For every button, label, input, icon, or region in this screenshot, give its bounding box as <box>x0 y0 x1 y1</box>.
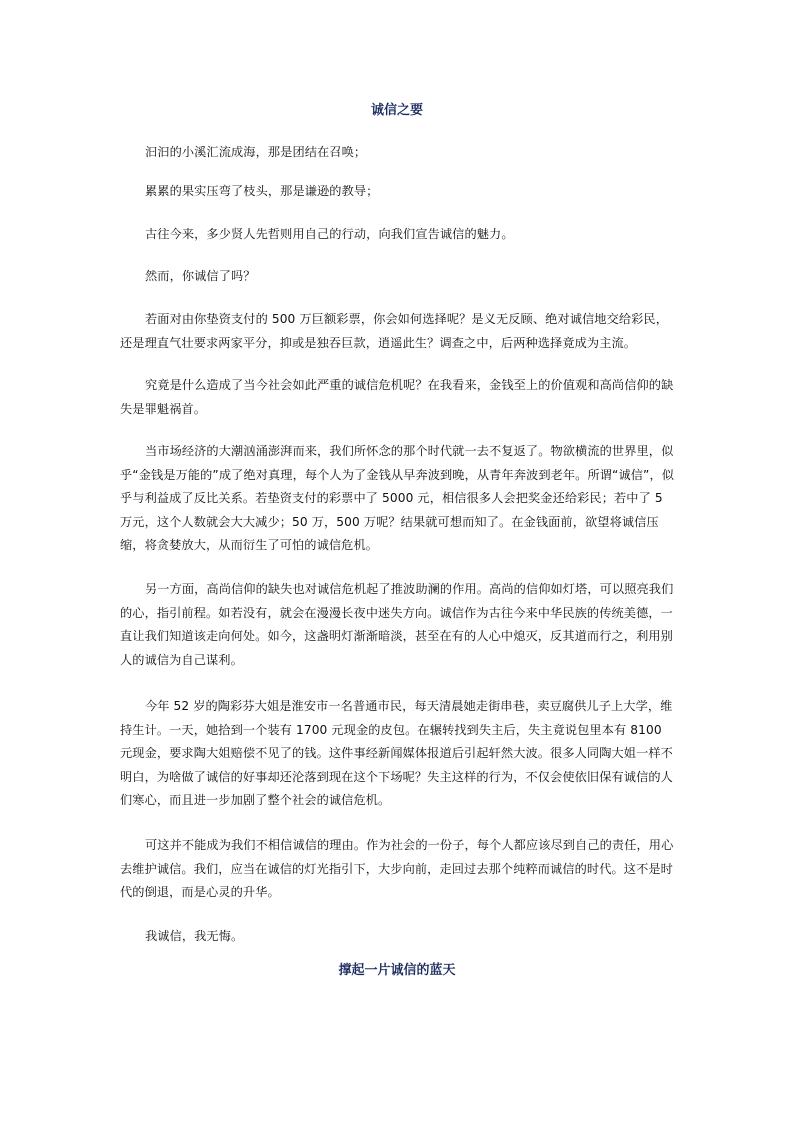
essay-title: 诚信之要 <box>370 103 423 118</box>
paragraph-8: 另一方面，高尚信仰的缺失也对诚信危机起了推波助澜的作用。高尚的信仰如灯塔，可以照亮我们的心，指引前程。如若没有，就会在漫漫长夜中迷失方向。诚信作为古往今来中华民族的传统美德，一直让我们知道该走向何处。如今，这盏明灯渐渐暗淡，甚至在有的人心中熄灭，反其道而行之，利用别人的诚信为自己谋利。 <box>120 582 674 667</box>
paragraph-5: 若面对由你垫资支付的 500 万巨额彩票，你会如何选择呢？是义无反顾、绝对诚信地交给彩民，还是理直气壮要求两家平分，抑或是独吞巨款，逍遥此生？调查之中，后两种选择竟成为主流。 <box>120 312 669 350</box>
paragraph-6: 究竟是什么造成了当今社会如此严重的诚信危机呢？在我看来，金钱至上的价值观和高尚信仰的缺失是罪魁祸首。 <box>120 378 674 416</box>
paragraph-7: 当市场经济的大潮汹涌澎湃而来，我们所怀念的那个时代就一去不复返了。物欲横流的世界里，似乎“金钱是万能的”成了绝对真理，每个人为了金钱从早奔波到晚，从青年奔波到老年。所谓“诚信”，似乎与利益成了反比关系。若垫资支付的彩票中了 5000 元，相信很多人会把奖金还给彩民；若中了 5 万元，这个人数就会大大减少；50 万，500 万呢？结果就可想而知了。在金钱面前，欲望将诚信压缩，将贪婪放大，从而衍生了可怕的诚信危机。 <box>120 444 675 552</box>
paragraph-10: 可这并不能成为我们不相信诚信的理由。作为社会的一份子，每个人都应该尽到自己的责任，用心去维护诚信。我们，应当在诚信的灯光指引下，大步向前，走回过去那个纯粹而诚信的时代。这不是时代的倒退，而是心灵的升华。 <box>120 838 674 899</box>
paragraph-3: 古往今来，多少贤人先哲则用自己的行动，向我们宣告诚信的魅力。 <box>145 227 514 241</box>
paragraph-2: 累累的果实压弯了枝头，那是谦逊的教导； <box>145 184 379 198</box>
paragraph-4: 然而，你诚信了吗？ <box>145 269 256 283</box>
next-essay-title: 撑起一片诚信的蓝天 <box>338 963 456 978</box>
paragraph-11: 我诚信，我无悔。 <box>145 929 244 943</box>
paragraph-1: 汩汩的小溪汇流成海，那是团结在召唤； <box>145 145 367 159</box>
paragraph-9: 今年 52 岁的陶彩芬大姐是淮安市一名普通市民，每天清晨她走街串巷，卖豆腐供儿子上大学，维持生计。一天，她拾到一个装有 1700 元现金的皮包。在辗转找到失主后，失主竟说包里本有 8100 元现金，要求陶大姐赔偿不见了的钱。这件事经新闻媒体报道后引起轩然大波。很多人同陶大姐一样不明白，为啥做了诚信的好事却还沦落到现在这个下场呢？失主这样的行为，不仅会使依旧保有诚信的人们寒心，而且进一步加剧了整个社会的诚信危机。 <box>120 699 673 807</box>
